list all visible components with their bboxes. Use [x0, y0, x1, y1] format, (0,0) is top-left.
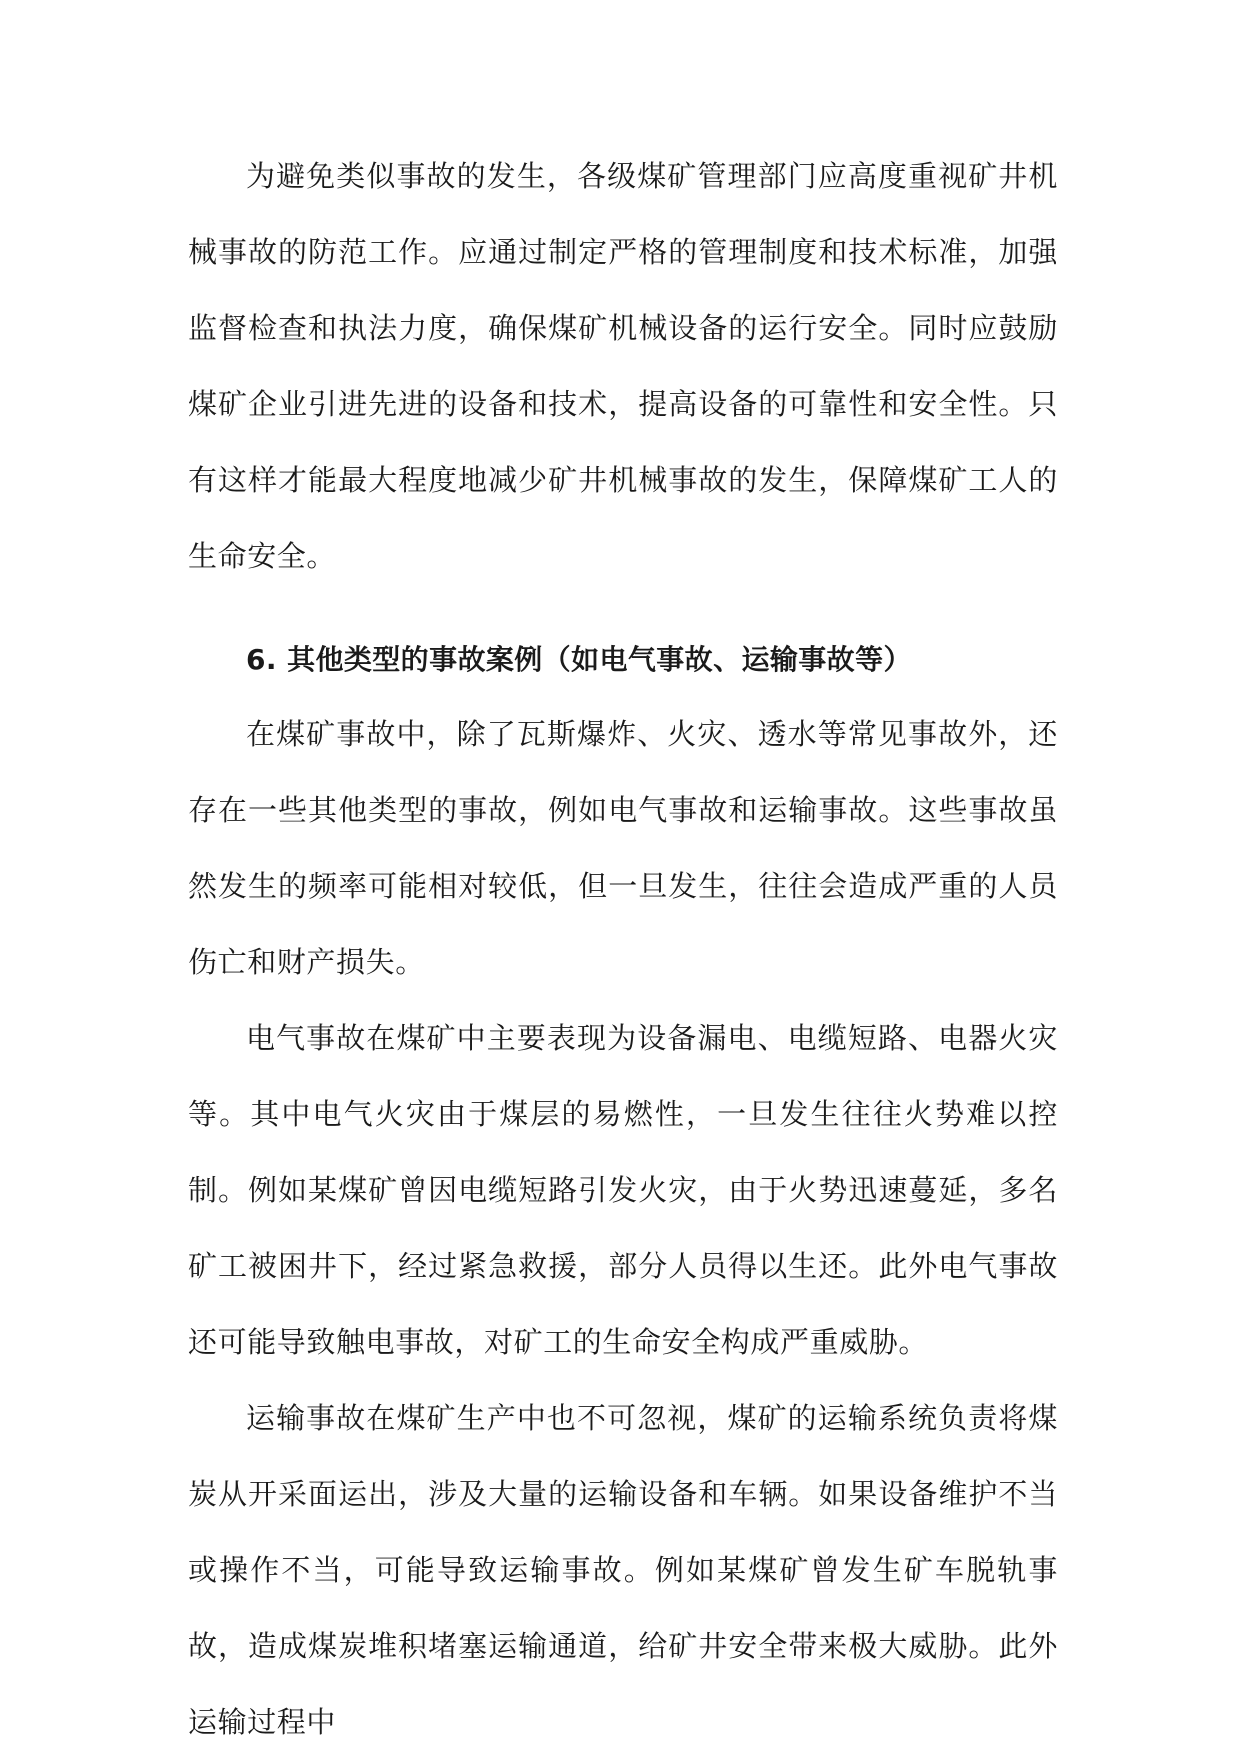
section-heading: 6. 其他类型的事故案例（如电气事故、运输事故等）	[246, 643, 912, 676]
paragraph-electrical-accidents: 电气事故在煤矿中主要表现为设备漏电、电缆短路、电器火灾等。其中电气火灾由于煤层的易燃性，一旦发生往往火势难以控制。例如某煤矿曾因电缆短路引发火灾，由于火势迅速蔓延，多名矿工被困井下，经过紧急救援，部分人员得以生还。此外电气事故还可能导致触电事故，对矿工的生命安全构成严重威胁。	[188, 1021, 1058, 1359]
document-body	[188, 138, 1058, 1760]
paragraph-transport-accidents: 运输事故在煤矿生产中也不可忽视，煤矿的运输系统负责将煤炭从开采面运出，涉及大量的运输设备和车辆。如果设备维护不当或操作不当，可能导致运输事故。例如某煤矿曾发生矿车脱轨事故，造成煤炭堆积堵塞运输通道，给矿井安全带来极大威胁。此外运输过程中	[188, 1401, 1058, 1739]
paragraph-other-accidents-intro: 在煤矿事故中，除了瓦斯爆炸、火灾、透水等常见事故外，还存在一些其他类型的事故，例如电气事故和运输事故。这些事故虽然发生的频率可能相对较低，但一旦发生，往往会造成严重的人员伤亡和财产损失。	[188, 717, 1058, 979]
paragraph-prevention: 为避免类似事故的发生，各级煤矿管理部门应高度重视矿井机械事故的防范工作。应通过制定严格的管理制度和技术标准，加强监督检查和执法力度，确保煤矿机械设备的运行安全。同时应鼓励煤矿企业引进先进的设备和技术，提高设备的可靠性和安全性。只有这样才能最大程度地减少矿井机械事故的发生，保障煤矿工人的生命安全。	[188, 159, 1058, 573]
